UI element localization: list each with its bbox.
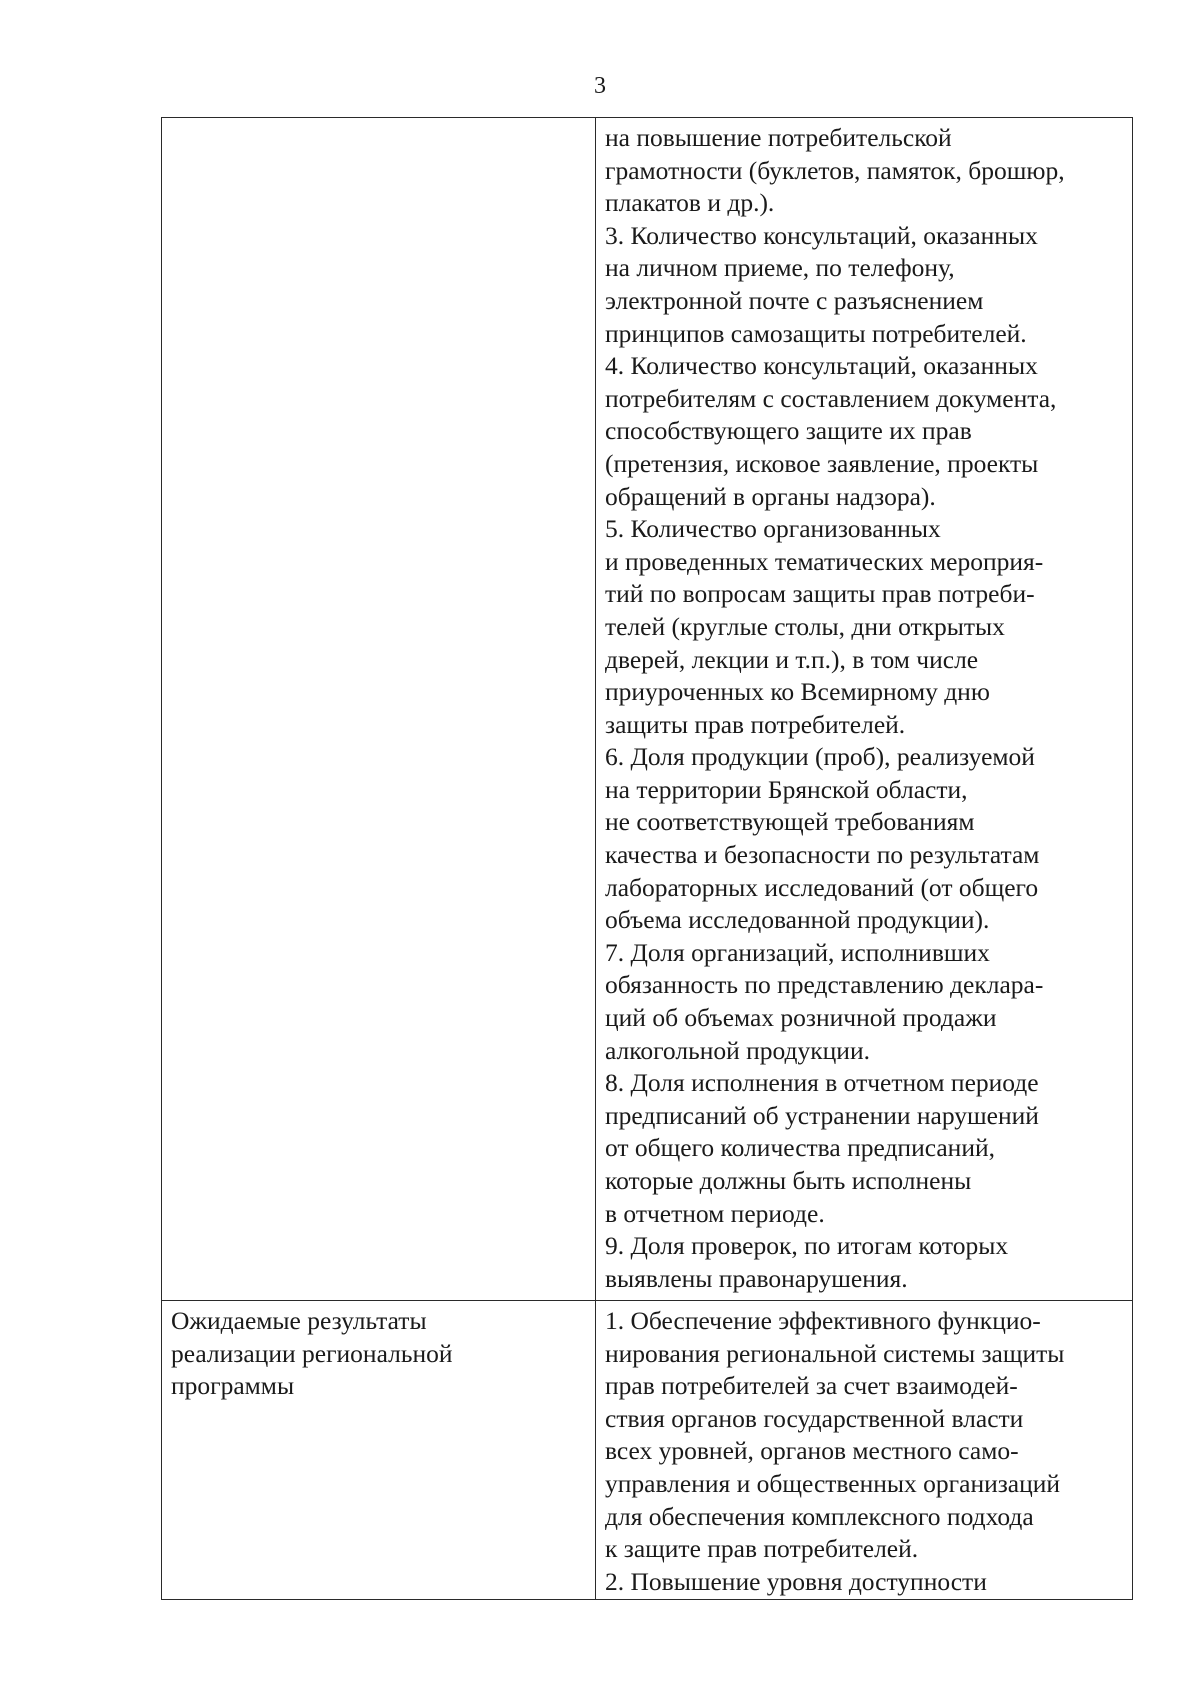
text-line: ций об объемах розничной продажи (605, 1003, 997, 1033)
target-indicators-list (605, 122, 1124, 1295)
row-content-cell (596, 1301, 1133, 1600)
text-line: на территории Брянской области, (605, 774, 968, 804)
text-line: от общего количества предписаний, (605, 1133, 995, 1163)
text-line: выявлены правонарушения. (605, 1263, 908, 1293)
text-line: (претензия, исковое заявление, проекты (605, 448, 1039, 478)
text-line: защиты прав потребителей. (605, 709, 906, 739)
table-row (162, 1301, 1133, 1600)
text-line: реализации региональной (171, 1338, 453, 1368)
text-line: 1. Обеспечение эффективного функцио- (605, 1306, 1041, 1335)
text-line: нирования региональной системы защиты (605, 1338, 1065, 1368)
text-line: алкогольной продукции. (605, 1035, 870, 1065)
text-line: Ожидаемые результаты (171, 1306, 427, 1335)
row-label-cell (162, 118, 596, 1301)
text-line: 6. Доля продукции (проб), реализуемой (605, 742, 1035, 772)
text-line: 8. Доля исполнения в отчетном периоде (605, 1068, 1039, 1098)
text-line: к защите прав потребителей. (605, 1534, 919, 1564)
text-line: ствия органов государственной власти (605, 1403, 1024, 1433)
text-line: грамотности (буклетов, памяток, брошюр, (605, 155, 1065, 185)
text-line: управления и общественных организаций (605, 1468, 1061, 1498)
text-line: объема исследованной продукции). (605, 905, 990, 935)
text-line: которые должны быть исполнены (605, 1166, 972, 1195)
text-line: не соответствующей требованиям (605, 807, 975, 837)
text-line: обязанность по представлению деклара- (605, 970, 1044, 1000)
row-label-cell (162, 1301, 596, 1600)
text-line: на повышение потребительской (605, 123, 952, 152)
text-line: электронной почте с разъяснением (605, 285, 984, 315)
text-line: для обеспечения комплексного подхода (605, 1501, 1034, 1531)
text-line: тий по вопросам защиты прав потреби- (605, 579, 1035, 609)
text-line: потребителям с составлением документа, (605, 383, 1057, 413)
text-line: 2. Повышение уровня доступности (605, 1566, 987, 1596)
table-row (162, 118, 1133, 1301)
text-line: 5. Количество организованных (605, 514, 941, 544)
text-line: телей (круглые столы, дни открытых (605, 611, 1005, 641)
text-line: 3. Количество консультаций, оказанных (605, 220, 1038, 250)
text-line: дверей, лекции и т.п.), в том числе (605, 644, 979, 674)
page-number: 3 (594, 73, 606, 99)
text-line: программы (171, 1371, 295, 1401)
text-line: плакатов и др.). (605, 188, 775, 218)
text-line: прав потребителей за счет взаимодей- (605, 1371, 1018, 1401)
program-passport-table (161, 117, 1133, 1600)
text-line: 7. Доля организаций, исполнивших (605, 937, 990, 967)
text-line: и проведенных тематических мероприя- (605, 546, 1044, 576)
expected-results-label (171, 1305, 587, 1403)
text-line: на личном приеме, по телефону, (605, 253, 955, 283)
text-line: предписаний об устранении нарушений (605, 1100, 1039, 1130)
text-line: способствующего защите их прав (605, 416, 972, 446)
text-line: приуроченных ко Всемирному дню (605, 677, 990, 707)
text-line: в отчетном периоде. (605, 1198, 825, 1228)
text-line: лабораторных исследований (от общего (605, 872, 1039, 902)
text-line: всех уровней, органов местного само- (605, 1436, 1019, 1466)
text-line: 4. Количество консультаций, оказанных (605, 351, 1038, 381)
text-line: обращений в органы надзора). (605, 481, 936, 511)
row-content-cell (596, 118, 1133, 1301)
text-line: качества и безопасности по результатам (605, 840, 1040, 870)
text-line: 9. Доля проверок, по итогам которых (605, 1231, 1009, 1261)
expected-results-list (605, 1305, 1124, 1598)
text-line: принципов самозащиты потребителей. (605, 318, 1027, 348)
